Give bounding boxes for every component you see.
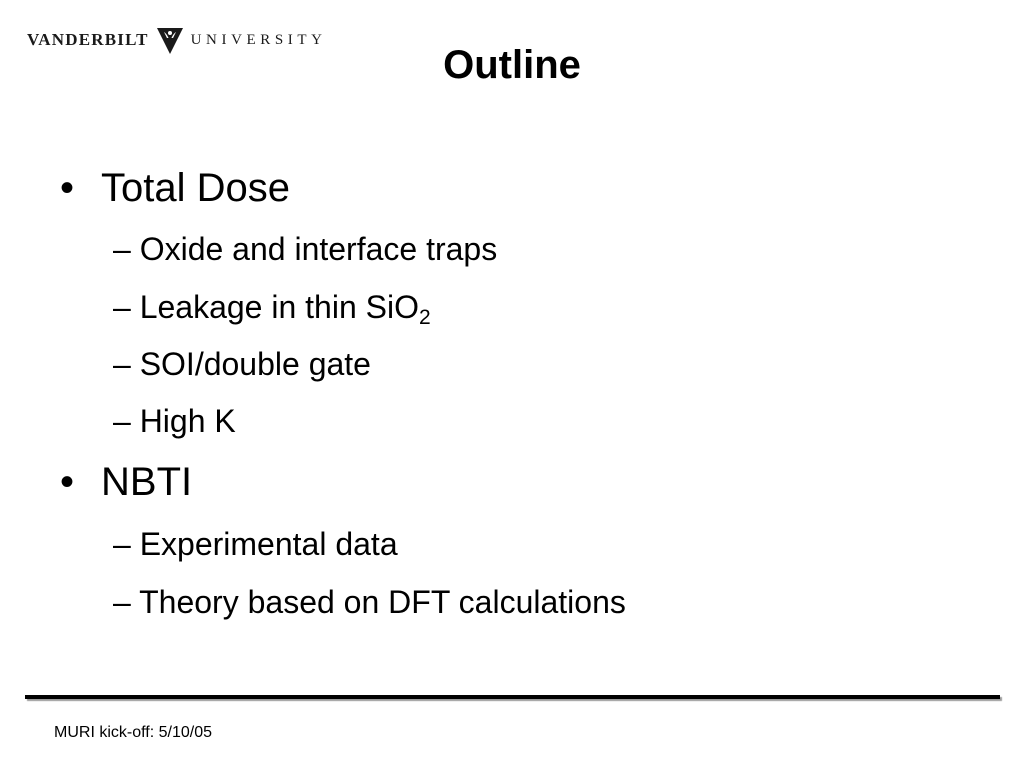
- footer-divider: [25, 695, 1000, 699]
- subitem-text: Leakage in thin SiO: [139, 289, 419, 325]
- subitem-text: SOI/double gate: [139, 346, 371, 382]
- slide-title: Outline: [443, 43, 581, 87]
- subitem-dash: –: [113, 289, 131, 325]
- subitem-dash: –: [113, 526, 131, 562]
- outline-subitem-label: [113, 402, 236, 440]
- outline-subitem-label: [113, 525, 398, 563]
- bullet-dot: •: [60, 460, 75, 504]
- subitem-text: Theory based on DFT calculations: [139, 584, 626, 620]
- outline-subitem-label: [113, 583, 626, 621]
- outline-subitem-label: [113, 345, 371, 383]
- bullet-dot: •: [60, 166, 75, 210]
- outline-item-label: NBTI: [101, 460, 193, 504]
- outline-subitem-label: [113, 288, 431, 329]
- subitem-dash: –: [113, 231, 131, 267]
- logo-wordmark-right: UNIVERSITY: [190, 31, 327, 48]
- subitem-dash: –: [113, 403, 131, 439]
- subitem-text: High K: [139, 403, 236, 439]
- subitem-text: Oxide and interface traps: [139, 231, 498, 267]
- subitem-text: Experimental data: [139, 526, 398, 562]
- outline-subitem-label: [113, 230, 497, 268]
- subitem-dash: –: [113, 346, 131, 382]
- outline-item-label: Total Dose: [101, 166, 290, 210]
- subscript-two: 2: [418, 306, 431, 329]
- footer-text: MURI kick-off: 5/10/05: [54, 724, 212, 741]
- logo-wordmark-left: VANDERBILT: [27, 30, 149, 49]
- subitem-dash: –: [113, 584, 131, 620]
